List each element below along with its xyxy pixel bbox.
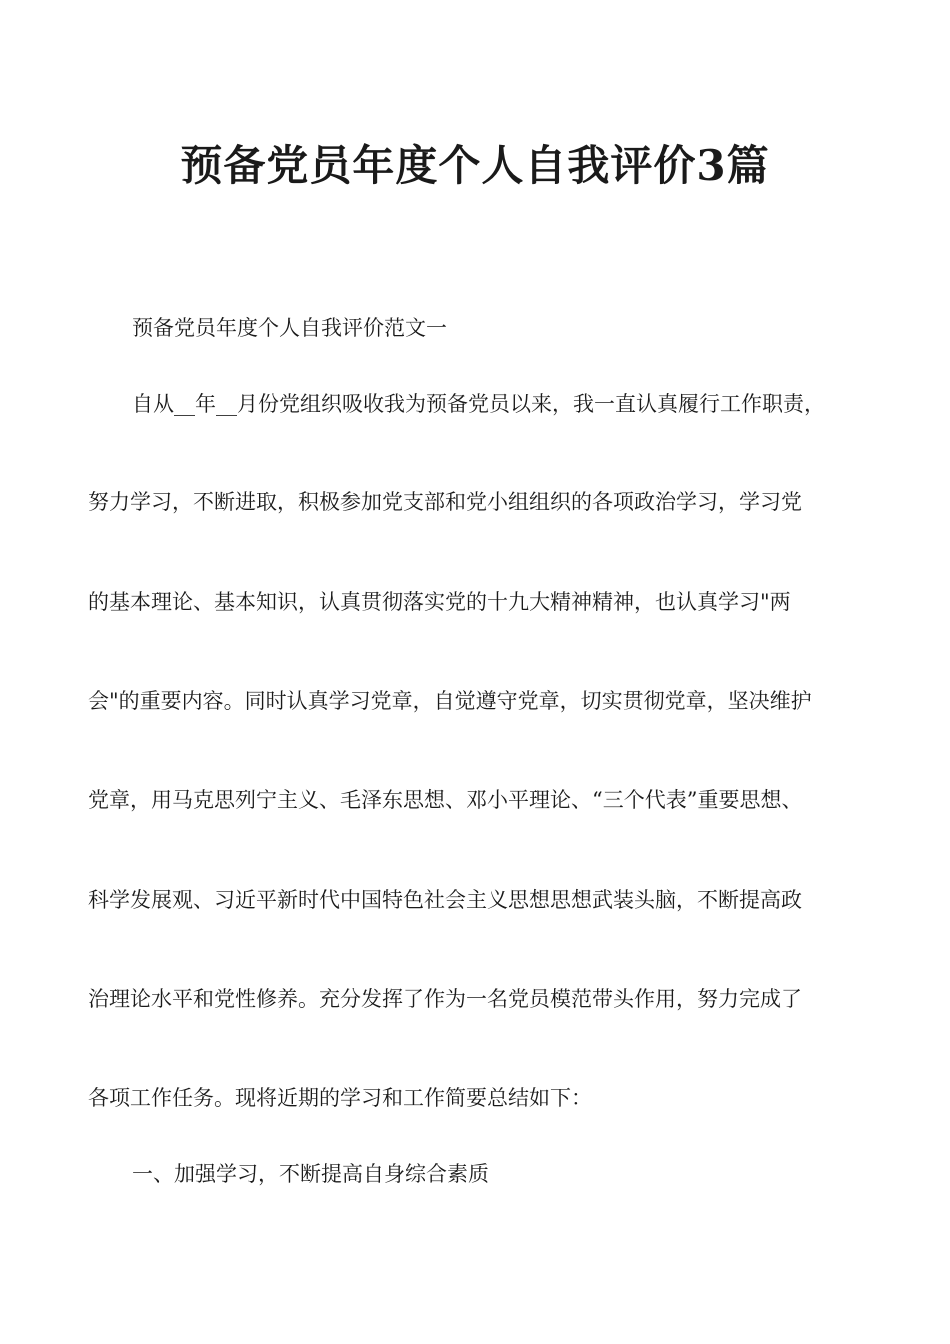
- paragraph-line: 治理论水平和党性修养。充分发挥了作为一名党员模范带头作用，努力完成了: [88, 987, 802, 1011]
- paragraph-line: 努力学习，不断进取，积极参加党支部和党小组组织的各项政治学习，学习党: [88, 490, 802, 514]
- paragraph-line: 各项工作任务。现将近期的学习和工作简要总结如下：: [88, 1086, 592, 1110]
- paragraph-line: 的基本理论、基本知识，认真贯彻落实党的十九大精神精神，也认真学习"两: [88, 590, 791, 614]
- paragraph-line: 党章，用马克思列宁主义、毛泽东思想、邓小平理论、“三个代表”重要思想、: [88, 788, 803, 812]
- section-heading: 一、加强学习，不断提高自身综合素质: [132, 1162, 489, 1186]
- paragraph-line: 科学发展观、习近平新时代中国特色社会主义思想思想武装头脑，不断提高政: [88, 888, 802, 912]
- subtitle: 预备党员年度个人自我评价范文一: [132, 316, 447, 340]
- document-title: 预备党员年度个人自我评价3篇: [180, 141, 770, 190]
- paragraph-line: 会"的重要内容。同时认真学习党章，自觉遵守党章，切实贯彻党章，坚决维护: [88, 689, 812, 713]
- paragraph-line: 自从__年__月份党组织吸收我为预备党员以来，我一直认真履行工作职责，: [132, 392, 825, 416]
